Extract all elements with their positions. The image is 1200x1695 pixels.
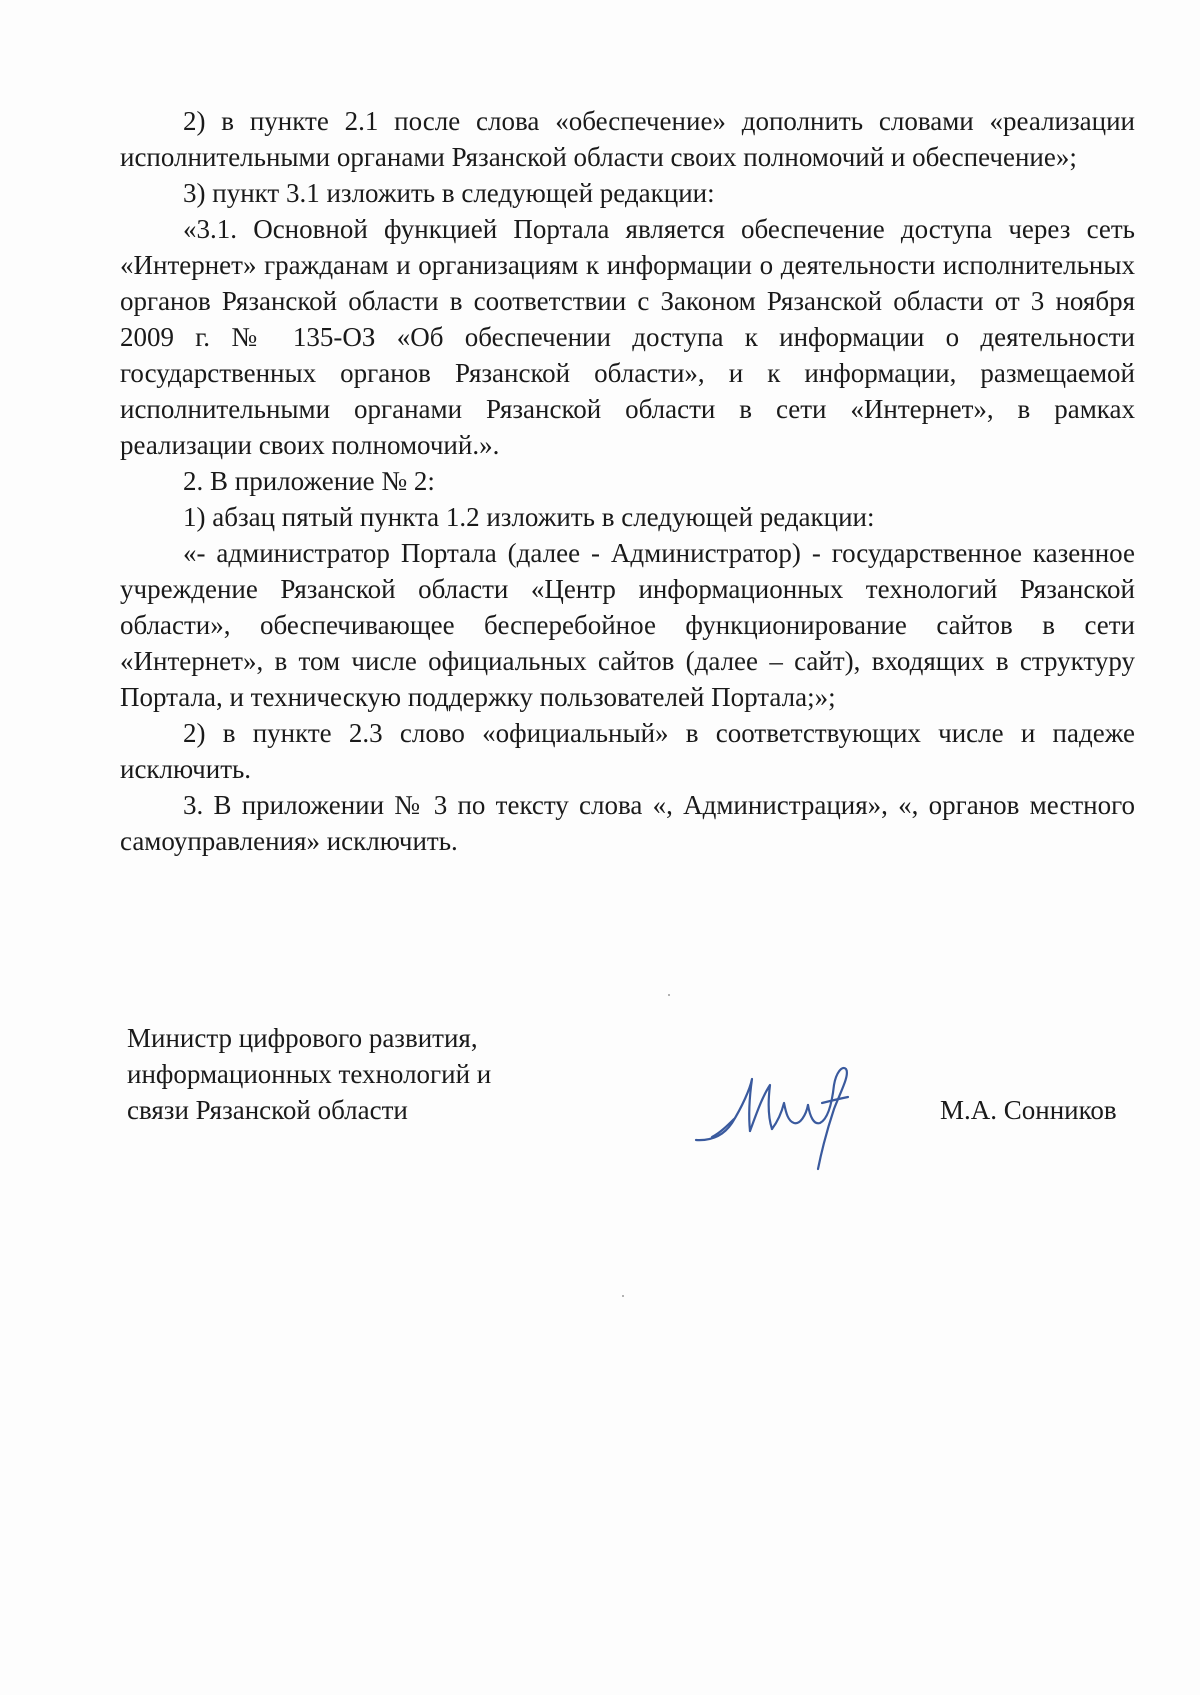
paragraph-5: 1) абзац пятый пункта 1.2 изложить в следующей редакции: (183, 502, 875, 532)
paragraph-7: 2) в пункте 2.3 слово «официальный» в соответствующих числе и падеже исключить. (120, 718, 1135, 784)
position-line-1: Министр цифрового развития, (127, 1023, 478, 1053)
signatory-name: М.А. Сонников (940, 1095, 1117, 1125)
scan-speck (622, 1295, 624, 1297)
position-line-2: информационных технологий и (127, 1059, 492, 1089)
paragraph-8: 3. В приложении № 3 по тексту слова «, Администрация», «, органов местного самоуправления» исключить. (120, 790, 1135, 856)
paragraph-4: 2. В приложение № 2: (183, 466, 435, 496)
scan-speck (668, 994, 670, 996)
position-line-3: связи Рязанской области (127, 1095, 408, 1125)
handwritten-signature (690, 1045, 870, 1175)
paragraph-2: 3) пункт 3.1 изложить в следующей редакции: (183, 178, 715, 208)
paragraph-1: 2) в пункте 2.1 после слова «обеспечение» дополнить словами «реализации исполнительными органами Рязанской области своих полномочий и обеспечение»; (120, 106, 1135, 172)
paragraph-6: «- администратор Портала (далее - Администратор) - государственное казенное учреждение Рязанской области «Центр информационных технологий Рязанской области», обеспечивающее бесперебойное функционирование сайтов в сети «Интернет», в том числе официальных сайтов (далее – сайт), входящих в структуру Портала, и техническую поддержку пользователей Портала;»; (120, 538, 1135, 712)
paragraph-3: «3.1. Основной функцией Портала является обеспечение доступа через сеть «Интернет» гражданам и организациям к информации о деятельности исполнительных органов Рязанской области в соответствии с Законом Рязанской области от 3 ноября 2009 г. № 135-ОЗ «Об обеспечении доступа к информации о деятельности государственных органов Рязанской области», и к информации, размещаемой исполнительными органами Рязанской области в сети «Интернет», в рамках реализации своих полномочий.». (120, 214, 1135, 460)
signatory-position (127, 1020, 491, 1128)
document-body (120, 103, 1135, 859)
